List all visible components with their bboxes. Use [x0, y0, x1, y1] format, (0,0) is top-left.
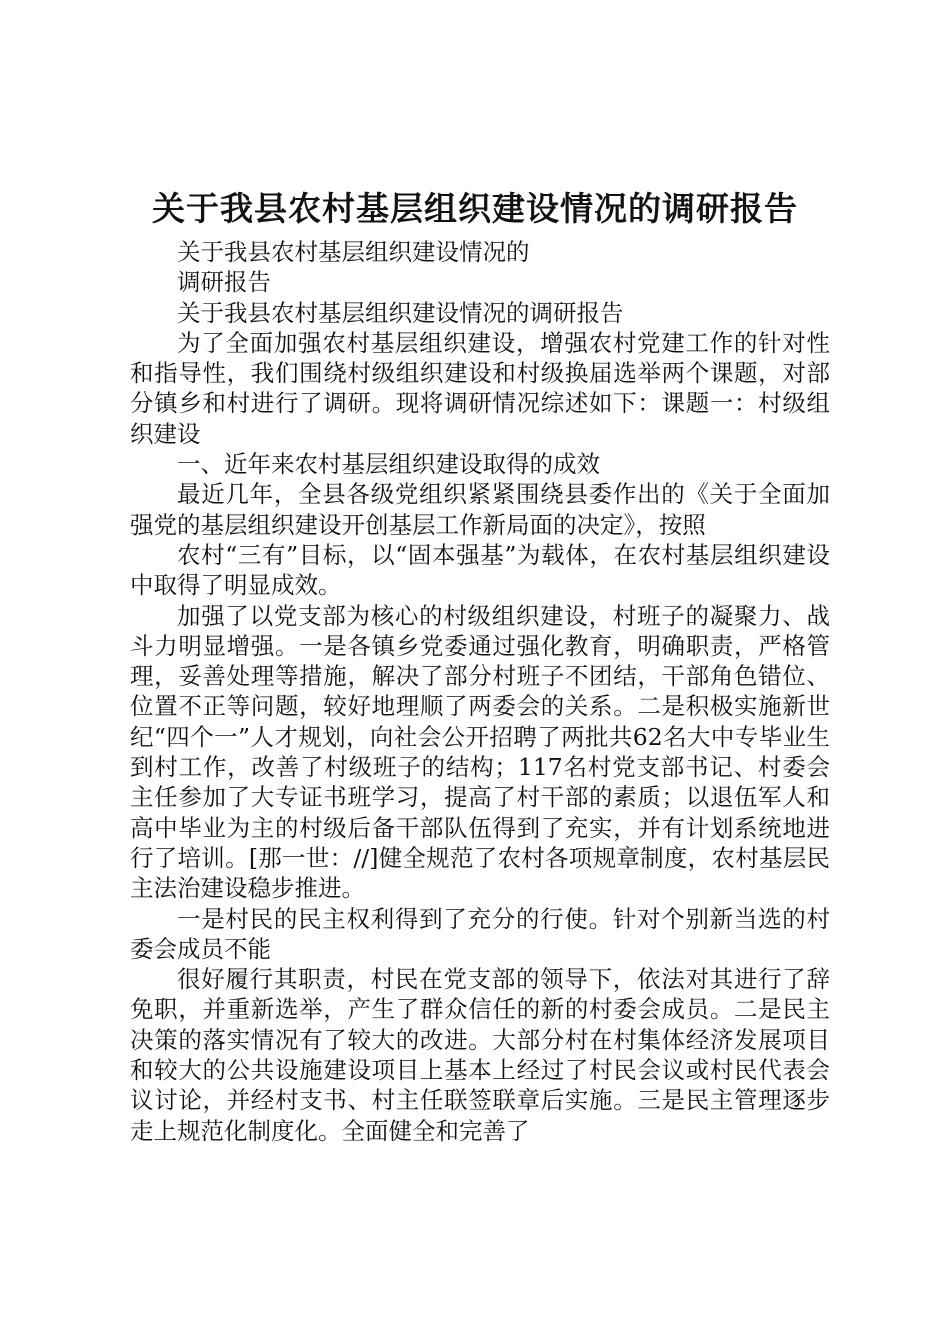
paragraph: 调研报告 — [177, 268, 271, 297]
document-title: 关于我县农村基层组织建设情况的调研报告 — [152, 189, 798, 228]
paragraph: 最近几年，全县各级党组织紧紧围绕县委作出的《关于全面加强党的基层组织建设开创基层工作新局面的决定》，按照 — [130, 480, 830, 539]
paragraph: 一、近年来农村基层组织建设取得的成效 — [177, 450, 600, 479]
paragraph: 为了全面加强农村基层组织建设，增强农村党建工作的针对性和指导性，我们围绕村级组织建设和村级换届选举两个课题，对部分镇乡和村进行了调研。现将调研情况综述如下：课题一：村级组织建设 — [130, 328, 830, 448]
paragraph: 关于我县农村基层组织建设情况的 — [177, 238, 530, 266]
document-body — [130, 237, 830, 1146]
paragraph: 关于我县农村基层组织建设情况的调研报告 — [177, 298, 624, 327]
paragraph: 农村“三有”目标，以“固本强基”为载体，在农村基层组织建设中取得了明显成效。 — [130, 540, 830, 600]
paragraph: 很好履行其职责，村民在党支部的领导下，依法对其进行了辞免职，并重新选举，产生了群众信任的新的村委会成员。二是民主决策的落实情况有了较大的改进。大部分村在村集体经济发展项目和较大的公共设施建设项目上基本上经过了村民会议或村民代表会议讨论，并经村支书、村主任联签联章后实施。三是民主管理逐步走上规范化制度化。全面健全和完善了 — [130, 965, 830, 1145]
paragraph: 一是村民的民主权利得到了充分的行使。针对个别新当选的村委会成员不能 — [130, 904, 830, 963]
paragraph: 加强了以党支部为核心的村级组织建设，村班子的凝聚力、战斗力明显增强。一是各镇乡党委通过强化教育，明确职责，严格管理，妥善处理等措施，解决了部分村班子不团结，干部角色错位、位置不正等问题，较好地理顺了两委会的关系。二是积极实施新世纪“四个一”人才规划，向社会公开招聘了两批共62名大中专毕业生到村工作，改善了村级班子的结构；117名村党支部书记、村委会主任参加了大专证书班学习，提高了村干部的素质；以退伍军人和高中毕业为主的村级后备干部队伍得到了充实，并有计划系统地进行了培训。[那一世：//]健全规范了农村各项规章制度，农村基层民主法治建设稳步推进。 — [130, 601, 830, 903]
